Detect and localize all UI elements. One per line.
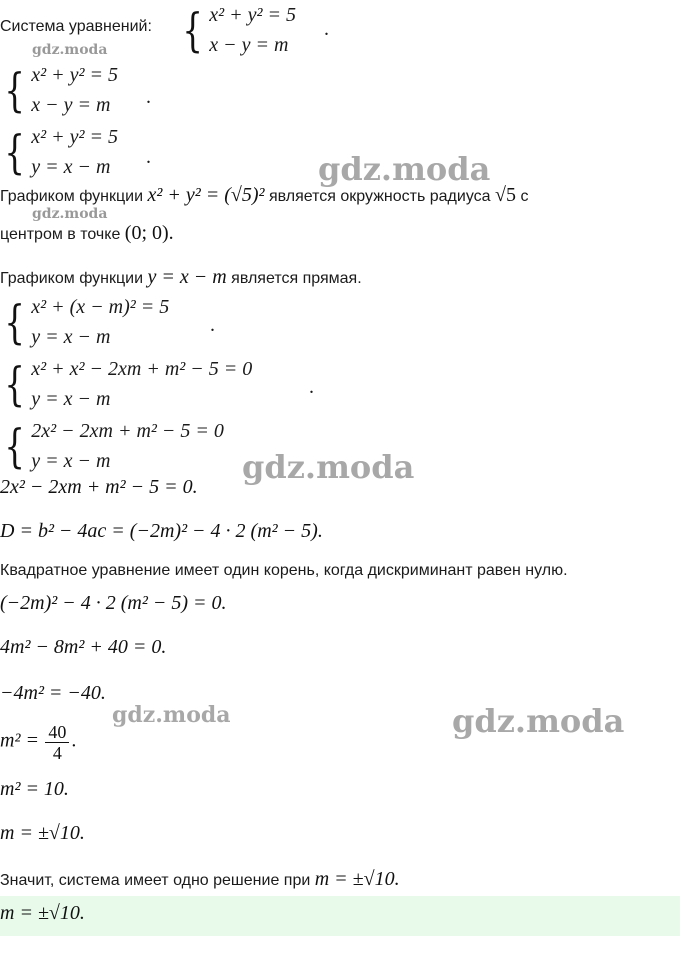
eq-b: −4m² = −40. bbox=[0, 682, 106, 704]
eq-d: m² = 10. bbox=[0, 778, 69, 800]
watermark: gdz.moda bbox=[318, 150, 491, 188]
conclusion-text: Значит, система имеет одно решение при bbox=[0, 872, 311, 889]
brace: { bbox=[182, 3, 203, 57]
brace: { bbox=[4, 357, 25, 411]
circle-line2: центром в точке bbox=[0, 226, 121, 243]
circle-center: (0; 0). bbox=[124, 222, 174, 244]
circle-eq: x² + y² = (√5)² bbox=[147, 184, 265, 206]
step1-eq-1: x² + y² = 5 bbox=[31, 64, 119, 86]
line-eq: y = x − m bbox=[147, 266, 227, 288]
header-dot: . bbox=[324, 18, 329, 40]
eq-a: 4m² − 8m² + 40 = 0. bbox=[0, 636, 167, 658]
eq-zero: (−2m)² − 4 · 2 (m² − 5) = 0. bbox=[0, 592, 227, 614]
brace: { bbox=[4, 295, 25, 349]
step3-eq-1: x² + (x − m)² = 5 bbox=[31, 296, 170, 318]
brace: { bbox=[4, 125, 25, 179]
eq-discriminant: D = b² − 4ac = (−2m)² − 4 · 2 (m² − 5). bbox=[0, 520, 323, 542]
watermark: gdz.moda bbox=[112, 702, 231, 728]
step3-eq-2: y = x − m bbox=[31, 326, 111, 348]
system-step1 bbox=[0, 60, 118, 120]
step4-dot: . bbox=[309, 376, 314, 398]
conclusion bbox=[0, 868, 680, 891]
eq-quadratic: 2x² − 2xm + m² − 5 = 0. bbox=[0, 476, 198, 498]
step5-eq-1: 2x² − 2xm + m² − 5 = 0 bbox=[31, 420, 224, 442]
system-label: Система уравнений: bbox=[0, 18, 152, 35]
watermark: gdz.moda bbox=[32, 206, 108, 222]
step4-eq-2: y = x − m bbox=[31, 388, 111, 410]
watermark: gdz.moda bbox=[452, 702, 625, 740]
answer-box bbox=[0, 896, 680, 936]
system-step4 bbox=[0, 354, 252, 414]
step4-eq-1: x² + x² − 2xm + m² − 5 = 0 bbox=[31, 358, 253, 380]
system-step5 bbox=[0, 416, 224, 476]
step2-dot: . bbox=[146, 146, 151, 168]
line-post: является прямая. bbox=[231, 270, 362, 287]
system-header bbox=[178, 0, 296, 60]
line-pre: Графиком функции bbox=[0, 270, 144, 287]
watermark: gdz.moda bbox=[242, 448, 415, 486]
step2-eq-2: y = x − m bbox=[31, 156, 111, 178]
fraction-numerator: 40 bbox=[45, 722, 69, 743]
circle-mid: является окружность радиуса bbox=[268, 188, 491, 205]
eq-c-left: m² = bbox=[0, 729, 39, 752]
step1-dot: . bbox=[146, 86, 151, 108]
header-eq-2: x − y = m bbox=[209, 34, 289, 56]
eq-c-end: . bbox=[71, 729, 77, 752]
step2-eq-1: x² + y² = 5 bbox=[31, 126, 119, 148]
system-step3 bbox=[0, 292, 169, 352]
system-step2 bbox=[0, 122, 118, 182]
step1-eq-2: x − y = m bbox=[31, 94, 111, 116]
eq-e: m = ±√10. bbox=[0, 822, 85, 844]
circle-line-2 bbox=[0, 222, 680, 245]
circle-pre: Графиком функции bbox=[0, 188, 144, 205]
fraction bbox=[45, 722, 69, 763]
brace: { bbox=[4, 63, 25, 117]
header-eq-1: x² + y² = 5 bbox=[209, 4, 297, 26]
watermark: gdz.moda bbox=[32, 42, 108, 58]
step3-dot: . bbox=[210, 314, 215, 336]
circle-radius: √5 bbox=[495, 184, 516, 206]
step5-eq-2: y = x − m bbox=[31, 450, 111, 472]
circle-post: с bbox=[520, 188, 529, 205]
brace: { bbox=[4, 419, 25, 473]
line-function bbox=[0, 266, 680, 289]
statement: Квадратное уравнение имеет один корень, когда дискриминант равен нулю. bbox=[0, 562, 568, 579]
answer-value: m = ±√10. bbox=[0, 902, 85, 924]
fraction-denominator: 4 bbox=[52, 743, 62, 763]
conclusion-value: m = ±√10. bbox=[314, 868, 400, 890]
